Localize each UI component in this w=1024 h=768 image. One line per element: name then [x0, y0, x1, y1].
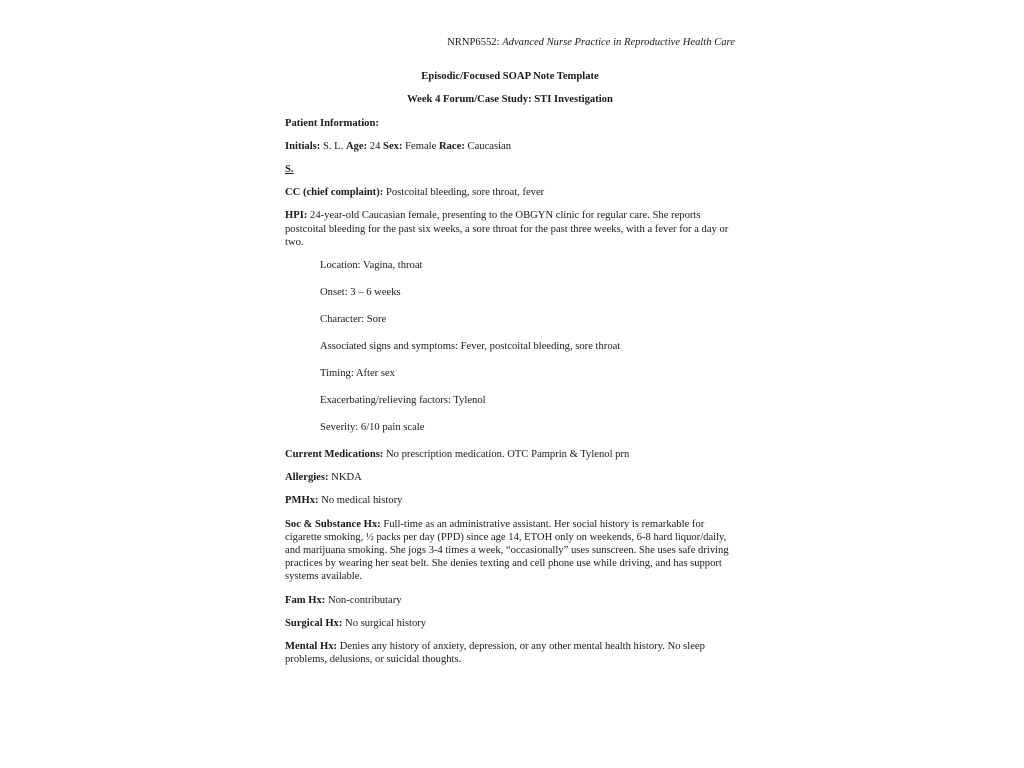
sex-label: Sex:: [383, 140, 403, 152]
chief-complaint: [285, 186, 735, 199]
course-code: NRNP6552:: [447, 37, 500, 48]
subjective-heading: [285, 163, 735, 176]
course-header: [285, 36, 735, 49]
pmhx: [285, 494, 735, 507]
surgical-history: [285, 617, 735, 630]
hpi-item-onset: Onset: 3 – 6 weeks: [320, 287, 401, 299]
patient-demographics: [285, 140, 735, 153]
hpi-paragraph: [285, 209, 735, 249]
meds-label: Current Medications:: [285, 449, 384, 461]
meds-value: No prescription medication. OTC Pamprin & Tylenol prn: [386, 449, 630, 461]
mental-value: Denies any history of anxiety, depression, or any other mental health history. No sleep problems, delusions, or suicidal thoughts.: [285, 641, 705, 666]
document-page: [285, 36, 735, 676]
subjective-heading-text: S.: [285, 164, 294, 176]
case-title: Week 4 Forum/Case Study: STI Investigation: [407, 94, 613, 106]
surg-value: No surgical history: [345, 617, 427, 629]
hpi-item-severity: Severity: 6/10 pain scale: [320, 422, 425, 434]
mental-history: [285, 640, 735, 666]
sex-value: Female: [405, 140, 437, 152]
hpi-item-character: Character: Sore: [320, 314, 387, 326]
patient-info-heading-text: Patient Information:: [285, 117, 379, 129]
initials-label: Initials:: [285, 140, 321, 152]
allergies: [285, 471, 735, 484]
course-name: Advanced Nurse Practice in Reproductive Health Care: [502, 37, 735, 48]
age-label: Age:: [345, 140, 368, 152]
soc-label: Soc & Substance Hx:: [285, 518, 381, 530]
age-value: 24: [369, 140, 381, 152]
hpi-item-location: Location: Vagina, throat: [320, 260, 423, 272]
mental-label: Mental Hx:: [285, 641, 338, 653]
fam-label: Fam Hx:: [285, 594, 326, 606]
cc-value: Postcoital bleeding, sore throat, fever: [385, 187, 545, 199]
current-medications: [285, 448, 735, 461]
initials-value: S. L.: [322, 140, 344, 152]
allergies-label: Allergies:: [285, 472, 329, 484]
family-history: [285, 594, 735, 607]
social-substance-history: [285, 518, 735, 584]
hpi-item-timing: Timing: After sex: [320, 368, 395, 380]
hpi-value: 24-year-old Caucasian female, presenting to the OBGYN clinic for regular care. She reports postcoital bleeding for the past six weeks, a sore throat for the past three weeks, with a fever for a day or two.: [285, 210, 729, 248]
hpi-item-factors: Exacerbating/relieving factors: Tylenol: [320, 395, 486, 407]
surg-label: Surgical Hx:: [285, 617, 343, 629]
template-title: Episodic/Focused SOAP Note Template: [421, 71, 599, 83]
pmhx-value: No medical history: [321, 495, 403, 507]
soc-value: Full-time as an administrative assistant. Her social history is remarkable for cigarette smoking, ½ packs per day (PPD) since age 14, ETOH only on weekends, 6-8 hard liquor/daily, and marijuana smoking. She jogs 3-4 times a week, “occasionally” uses sunscreen. She uses safe driving practices by wearing her seat belt. She denies texting and cell phone use while driving, and has support systems available.: [285, 518, 729, 583]
hpi-item-associated: Associated signs and symptoms: Fever, postcoital bleeding, sore throat: [320, 341, 621, 353]
race-value: Caucasian: [467, 140, 512, 152]
cc-label: CC (chief complaint):: [285, 187, 384, 199]
race-label: Race:: [438, 140, 465, 152]
hpi-label: HPI:: [285, 210, 308, 222]
pmhx-label: PMHx:: [285, 495, 319, 507]
patient-info-heading: [285, 117, 735, 130]
fam-value: Non-contributary: [327, 594, 402, 606]
allergies-value: NKDA: [331, 472, 362, 484]
